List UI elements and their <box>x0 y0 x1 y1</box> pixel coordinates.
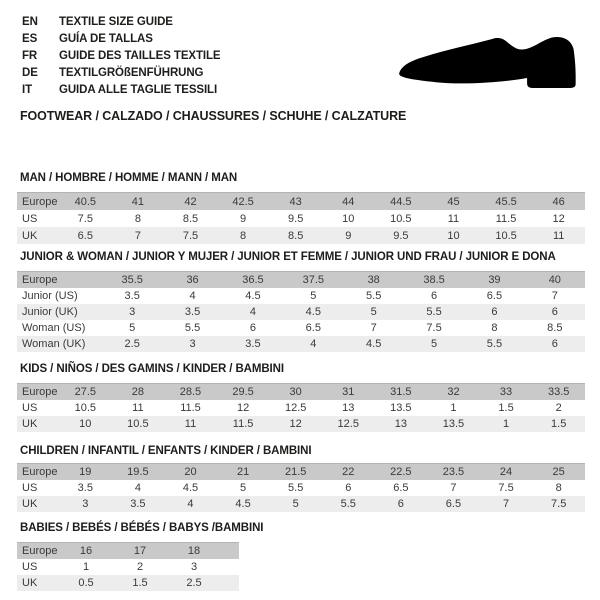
size-cell: 44 <box>322 193 375 211</box>
size-cell: 5.5 <box>269 480 322 496</box>
filler-cell <box>221 559 239 575</box>
size-cell: 6.5 <box>375 480 428 496</box>
size-cell: 4.5 <box>283 304 343 320</box>
size-cell: 4 <box>112 480 165 496</box>
size-table-babies <box>17 542 239 591</box>
size-cell: 24 <box>480 464 533 481</box>
size-cell: 36 <box>162 272 222 289</box>
size-cell: 4.5 <box>164 480 217 496</box>
size-cell: 8.5 <box>164 210 217 227</box>
language-code: EN <box>22 15 38 28</box>
size-cell: 6.5 <box>59 227 112 244</box>
row-label: Junior (UK) <box>17 304 102 320</box>
size-cell: 8.5 <box>269 227 322 244</box>
size-cell: 5 <box>404 336 464 352</box>
row-label: UK <box>17 575 59 591</box>
size-cell: 2.5 <box>102 336 162 352</box>
language-row-de <box>22 64 221 81</box>
size-cell: 12 <box>217 400 270 416</box>
size-cell: 4 <box>162 288 222 304</box>
size-cell: 10 <box>59 416 112 432</box>
size-cell: 5 <box>269 496 322 512</box>
size-cell: 6.5 <box>464 288 524 304</box>
size-cell: 16 <box>59 543 113 560</box>
size-cell: 40 <box>525 272 585 289</box>
size-row-europe <box>17 543 239 560</box>
size-cell: 3 <box>162 336 222 352</box>
size-cell: 42 <box>164 193 217 211</box>
size-cell: 45.5 <box>480 193 533 211</box>
size-cell: 6 <box>464 304 524 320</box>
size-row-us <box>17 210 585 227</box>
size-cell: 8 <box>464 320 524 336</box>
size-cell: 5.5 <box>404 304 464 320</box>
size-cell: 35.5 <box>102 272 162 289</box>
size-cell: 4 <box>283 336 343 352</box>
size-cell: 4 <box>164 496 217 512</box>
row-label: US <box>17 559 59 575</box>
size-cell: 3.5 <box>102 288 162 304</box>
size-cell: 3.5 <box>112 496 165 512</box>
size-cell: 4.5 <box>223 288 283 304</box>
size-cell: 11.5 <box>480 210 533 227</box>
language-label: TEXTILGRÖßENFÜHRUNG <box>59 66 204 79</box>
size-cell: 27.5 <box>59 384 112 401</box>
size-row-us <box>17 400 585 416</box>
size-cell: 9 <box>217 210 270 227</box>
size-cell: 1.5 <box>480 400 533 416</box>
size-cell: 12.5 <box>322 416 375 432</box>
size-cell: 32 <box>427 384 480 401</box>
size-cell: 5.5 <box>464 336 524 352</box>
size-cell: 6 <box>375 496 428 512</box>
size-cell: 2 <box>532 400 585 416</box>
size-row-junior-uk <box>17 304 585 320</box>
section-title: MAN / HOMBRE / HOMME / MANN / MAN <box>20 172 238 184</box>
size-cell: 2 <box>113 559 167 575</box>
size-cell: 7 <box>480 496 533 512</box>
size-cell: 5.5 <box>322 496 375 512</box>
filler-cell <box>221 575 239 591</box>
size-cell: 6 <box>223 320 283 336</box>
row-label: UK <box>17 416 59 432</box>
row-label: US <box>17 400 59 416</box>
size-cell: 33.5 <box>532 384 585 401</box>
size-cell: 21 <box>217 464 270 481</box>
size-cell: 37.5 <box>283 272 343 289</box>
size-cell: 6.5 <box>283 320 343 336</box>
size-cell: 11 <box>164 416 217 432</box>
size-cell: 36.5 <box>223 272 283 289</box>
size-row-uk <box>17 496 585 512</box>
size-cell: 18 <box>167 543 221 560</box>
size-cell: 3.5 <box>59 480 112 496</box>
size-cell: 4.5 <box>217 496 270 512</box>
language-code: IT <box>22 83 33 96</box>
size-table-man <box>17 192 585 244</box>
size-cell: 13 <box>322 400 375 416</box>
language-list <box>22 13 221 98</box>
size-cell: 45 <box>427 193 480 211</box>
size-cell: 1 <box>480 416 533 432</box>
size-cell: 8 <box>532 480 585 496</box>
row-label: UK <box>17 227 59 244</box>
size-cell: 7 <box>112 227 165 244</box>
section-title: CHILDREN / INFANTIL / ENFANTS / KINDER / BAMBINI <box>20 445 312 457</box>
size-cell: 10.5 <box>375 210 428 227</box>
size-cell: 42.5 <box>217 193 270 211</box>
category-heading: FOOTWEAR / CALZADO / CHAUSSURES / SCHUHE / CALZATURE <box>20 109 407 123</box>
size-cell: 22.5 <box>375 464 428 481</box>
section-title: JUNIOR & WOMAN / JUNIOR Y MUJER / JUNIOR ET FEMME / JUNIOR UND FRAU / JUNIOR E DONA <box>20 251 556 263</box>
size-cell: 11.5 <box>164 400 217 416</box>
size-cell: 13 <box>375 416 428 432</box>
size-cell: 23.5 <box>427 464 480 481</box>
row-label: Woman (US) <box>17 320 102 336</box>
size-cell: 9.5 <box>375 227 428 244</box>
size-section-junior-woman <box>17 250 585 352</box>
size-cell: 10 <box>322 210 375 227</box>
size-cell: 6 <box>404 288 464 304</box>
language-row-it <box>22 81 221 98</box>
size-cell: 11 <box>427 210 480 227</box>
size-section-children <box>17 444 585 512</box>
language-label: TEXTILE SIZE GUIDE <box>59 15 173 28</box>
language-code: ES <box>22 32 38 45</box>
row-label: US <box>17 480 59 496</box>
size-cell: 38 <box>344 272 404 289</box>
size-cell: 13.5 <box>427 416 480 432</box>
size-cell: 22 <box>322 464 375 481</box>
row-label: US <box>17 210 59 227</box>
language-code: FR <box>22 49 38 62</box>
size-cell: 33 <box>480 384 533 401</box>
size-row-uk <box>17 227 585 244</box>
size-cell: 7 <box>525 288 585 304</box>
size-cell: 8 <box>112 210 165 227</box>
size-cell: 31 <box>322 384 375 401</box>
row-label: Europe <box>17 464 59 481</box>
size-cell: 12 <box>532 210 585 227</box>
row-label: Woman (UK) <box>17 336 102 352</box>
size-row-europe <box>17 384 585 401</box>
language-row-fr <box>22 47 221 64</box>
size-row-us <box>17 559 239 575</box>
size-cell: 10.5 <box>112 416 165 432</box>
row-label: UK <box>17 496 59 512</box>
language-row-es <box>22 30 221 47</box>
size-table-kids <box>17 383 585 432</box>
size-cell: 5 <box>283 288 343 304</box>
size-cell: 31.5 <box>375 384 428 401</box>
size-cell: 7.5 <box>404 320 464 336</box>
size-cell: 10 <box>427 227 480 244</box>
size-cell: 3.5 <box>162 304 222 320</box>
size-cell: 19 <box>59 464 112 481</box>
size-cell: 10.5 <box>59 400 112 416</box>
size-table-children <box>17 463 585 512</box>
size-row-europe <box>17 193 585 211</box>
size-cell: 41 <box>112 193 165 211</box>
size-row-europe <box>17 272 585 289</box>
size-cell: 1 <box>59 559 113 575</box>
size-cell: 11 <box>112 400 165 416</box>
size-cell: 11 <box>532 227 585 244</box>
row-label: Europe <box>17 543 59 560</box>
size-cell: 44.5 <box>375 193 428 211</box>
size-cell: 3 <box>167 559 221 575</box>
size-cell: 46 <box>532 193 585 211</box>
size-cell: 11.5 <box>217 416 270 432</box>
size-table-junior-woman <box>17 271 585 352</box>
size-cell: 4.5 <box>344 336 404 352</box>
size-cell: 20 <box>164 464 217 481</box>
size-cell: 4 <box>223 304 283 320</box>
size-cell: 7 <box>344 320 404 336</box>
size-cell: 30 <box>269 384 322 401</box>
size-cell: 5 <box>102 320 162 336</box>
size-cell: 1.5 <box>113 575 167 591</box>
size-row-woman-uk <box>17 336 585 352</box>
size-cell: 19.5 <box>112 464 165 481</box>
size-cell: 28.5 <box>164 384 217 401</box>
size-cell: 8 <box>217 227 270 244</box>
size-cell: 7.5 <box>164 227 217 244</box>
size-cell: 10.5 <box>480 227 533 244</box>
size-cell: 5 <box>344 304 404 320</box>
size-cell: 1 <box>427 400 480 416</box>
size-cell: 3 <box>102 304 162 320</box>
size-row-uk <box>17 575 239 591</box>
size-row-europe <box>17 464 585 481</box>
size-cell: 25 <box>532 464 585 481</box>
dress-shoe-icon <box>394 26 582 96</box>
size-cell: 7.5 <box>532 496 585 512</box>
size-cell: 40.5 <box>59 193 112 211</box>
size-cell: 6 <box>525 336 585 352</box>
size-cell: 38.5 <box>404 272 464 289</box>
size-cell: 5.5 <box>344 288 404 304</box>
size-cell: 29.5 <box>217 384 270 401</box>
size-cell: 28 <box>112 384 165 401</box>
size-cell: 17 <box>113 543 167 560</box>
size-cell: 7.5 <box>480 480 533 496</box>
row-label: Europe <box>17 193 59 211</box>
language-code: DE <box>22 66 38 79</box>
row-label: Junior (US) <box>17 288 102 304</box>
section-title: KIDS / NIÑOS / DES GAMINS / KINDER / BAMBINI <box>20 363 284 375</box>
language-row-en <box>22 13 221 30</box>
size-row-us <box>17 480 585 496</box>
size-cell: 9.5 <box>269 210 322 227</box>
size-section-kids <box>17 362 585 432</box>
row-label: Europe <box>17 384 59 401</box>
size-cell: 2.5 <box>167 575 221 591</box>
size-row-uk <box>17 416 585 432</box>
size-cell: 5.5 <box>162 320 222 336</box>
size-cell: 12.5 <box>269 400 322 416</box>
size-cell: 39 <box>464 272 524 289</box>
language-label: GUIDE DES TAILLES TEXTILE <box>59 49 221 62</box>
size-cell: 3.5 <box>223 336 283 352</box>
size-cell: 13.5 <box>375 400 428 416</box>
filler-cell <box>221 543 239 560</box>
size-cell: 6 <box>322 480 375 496</box>
size-section-man <box>17 171 585 244</box>
size-cell: 5 <box>217 480 270 496</box>
row-label: Europe <box>17 272 102 289</box>
language-label: GUIDA ALLE TAGLIE TESSILI <box>59 83 218 96</box>
size-cell: 8.5 <box>525 320 585 336</box>
size-section-babies <box>17 521 263 591</box>
size-row-junior-us <box>17 288 585 304</box>
size-cell: 12 <box>269 416 322 432</box>
size-cell: 1.5 <box>532 416 585 432</box>
language-label: GUÍA DE TALLAS <box>59 32 153 45</box>
size-cell: 3 <box>59 496 112 512</box>
size-cell: 43 <box>269 193 322 211</box>
size-cell: 6 <box>525 304 585 320</box>
section-title: BABIES / BEBÉS / BÉBÉS / BABYS /BAMBINI <box>20 522 264 534</box>
size-cell: 21.5 <box>269 464 322 481</box>
size-cell: 0.5 <box>59 575 113 591</box>
size-cell: 7.5 <box>59 210 112 227</box>
size-row-woman-us <box>17 320 585 336</box>
size-cell: 9 <box>322 227 375 244</box>
size-cell: 6.5 <box>427 496 480 512</box>
size-cell: 7 <box>427 480 480 496</box>
